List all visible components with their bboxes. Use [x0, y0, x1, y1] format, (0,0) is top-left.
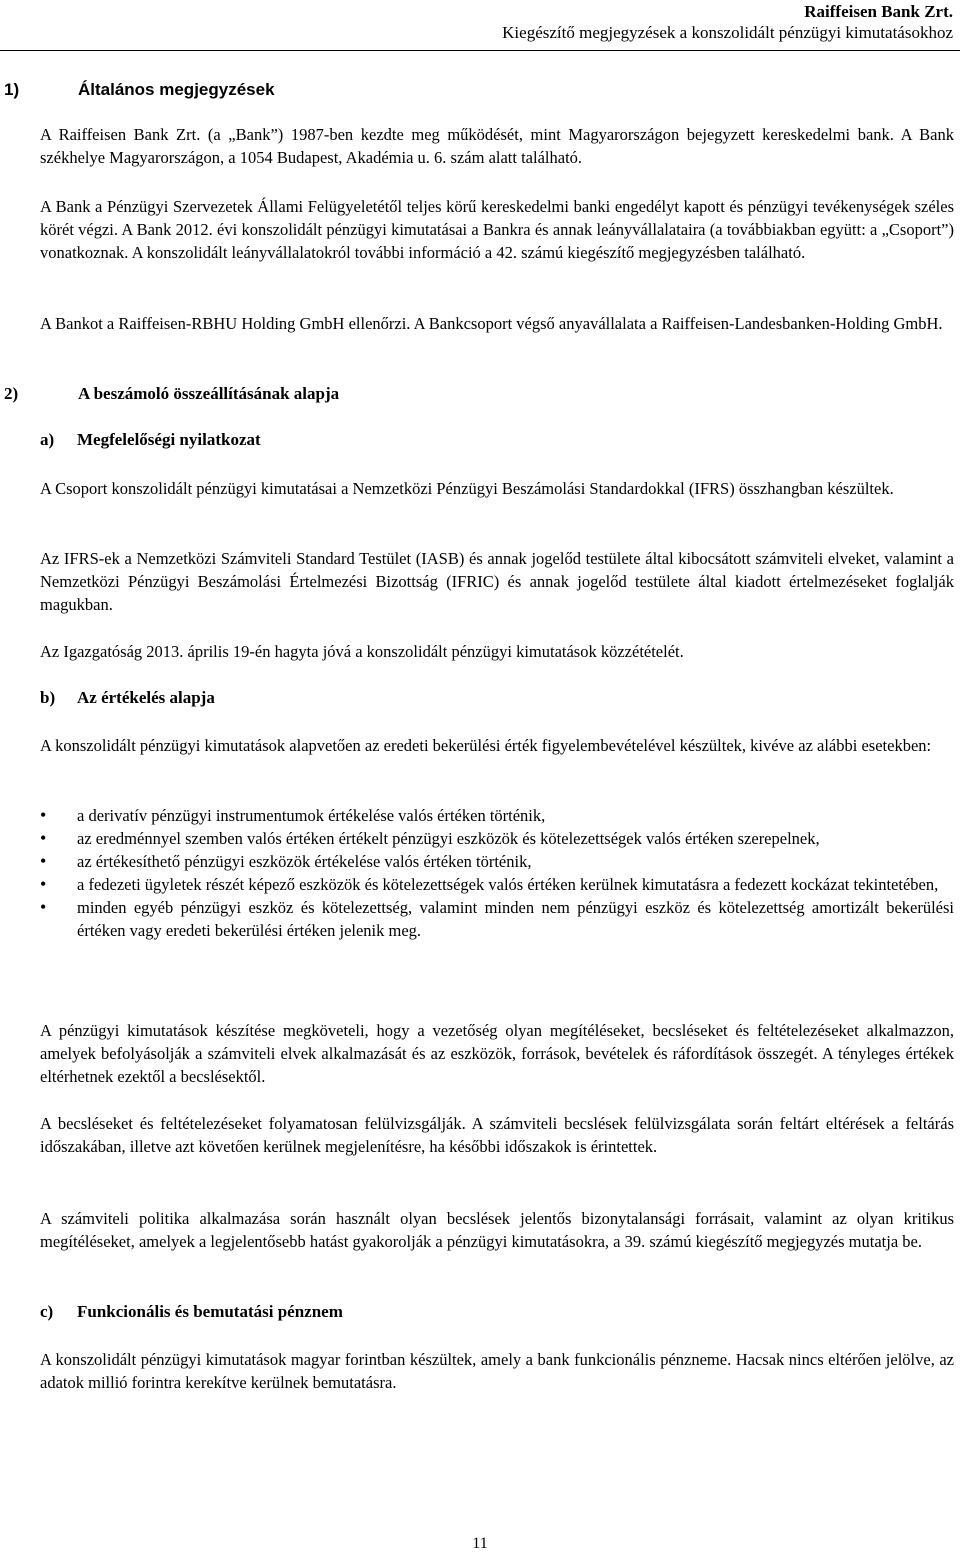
valuation-bullet-list — [40, 804, 954, 942]
list-item: • a fedezeti ügyletek részét képező eszközök és kötelezettségek valós értéken kerülnek kimutatásra a fedezett kockázat tekintetében, — [40, 873, 954, 896]
running-header — [502, 2, 953, 44]
list-item: • a derivatív pénzügyi instrumentumok értékelése valós értéken történik, — [40, 804, 954, 827]
section-1-heading — [4, 79, 275, 101]
subsection-b-title: Az értékelés alapja — [77, 688, 215, 707]
section-1-number: 1) — [4, 80, 20, 99]
list-item: • az eredménnyel szemben valós értéken értékelt pénzügyi eszközök és kötelezettségek valós értéken szerepelnek, — [40, 827, 954, 850]
subsection-b-heading — [4, 687, 215, 709]
subsection-b-paragraph-1: A konszolidált pénzügyi kimutatások alapvetően az eredeti bekerülési érték figyelembevételével készültek, kivéve az alábbi esetekben: — [40, 736, 932, 755]
section-1-paragraph-1: A Raiffeisen Bank Zrt. (a „Bank”) 1987-ben kezdte meg működését, mint Magyarországon bejegyzett kereskedelmi bank. A Bank székhelye Magyarországon, a 1054 Budapest, Akadémia u. 6. szám alatt található. — [40, 125, 954, 167]
subsection-b-paragraph-2: A pénzügyi kimutatások készítése megköveteli, hogy a vezetőség olyan megítéléseket, becsléseket és feltételezéseket alkalmazzon, amelyek befolyásolják a számviteli elvek alkalmazását és az eszközök, források, bevételek és ráfordítások összegét. A tényleges értékek eltérhetnek ezektől a becslésektől. — [40, 1021, 954, 1086]
subsection-a-paragraph-3: Az Igazgatóság 2013. április 19-én hagyta jóvá a konszolidált pénzügyi kimutatások közzétételét. — [40, 642, 684, 661]
subsection-c-number: c) — [40, 1302, 54, 1321]
header-rule — [0, 50, 960, 51]
section-1-paragraph-3: A Bankot a Raiffeisen-RBHU Holding GmbH ellenőrzi. A Bankcsoport végső anyavállalata a Raiffeisen-Landesbanken-Holding GmbH. — [40, 314, 943, 333]
subsection-a-heading — [4, 429, 261, 451]
subsection-c-paragraph-1: A konszolidált pénzügyi kimutatások magyar forintban készültek, amely a bank funkcionális pénzneme. Hacsak nincs eltérően jelölve, az adatok millió forintra kerekítve kerülnek bemutatásra. — [40, 1350, 954, 1392]
section-1-title: Általános megjegyzések — [78, 80, 275, 99]
subsection-a-title: Megfelelőségi nyilatkozat — [77, 430, 261, 449]
subsection-a-paragraph-1: A Csoport konszolidált pénzügyi kimutatásai a Nemzetközi Pénzügyi Beszámolási Standardokkal (IFRS) összhangban készültek. — [40, 479, 894, 498]
list-item: • az értékesíthető pénzügyi eszközök értékelése valós értéken történik, — [40, 850, 954, 873]
subsection-b-paragraph-3: A becsléseket és feltételezéseket folyamatosan felülvizsgálják. A számviteli becslések felülvizsgálata során feltárt eltérések a feltárás időszakában, illetve azt követően kerülnek megjelenítésre, ha későbbi időszakok is érintettek. — [40, 1114, 954, 1156]
section-2-number: 2) — [4, 384, 19, 403]
subsection-c-title: Funkcionális és bemutatási pénznem — [77, 1302, 343, 1321]
page-number: 11 — [472, 1535, 488, 1552]
section-2-heading — [4, 383, 339, 405]
section-1-paragraph-2: A Bank a Pénzügyi Szervezetek Állami Felügyeletétől teljes körű kereskedelmi banki engedélyt kapott és pénzügyi tevékenységek széles körét végzi. A Bank 2012. évi konszolidált pénzügyi kimutatásai a Bankra és annak leányvállalataira (a továbbiakban együtt: a „Csoport”) vonatkoznak. A konszolidált leányvállalatokról további információ a 42. számú kiegészítő megjegyzésben található. — [40, 197, 954, 262]
header-company: Raiffeisen Bank Zrt. — [804, 2, 953, 21]
list-item: • minden egyéb pénzügyi eszköz és kötelezettség, valamint minden nem pénzügyi eszköz és kötelezettség amortizált bekerülési értéken vagy eredeti bekerülési értéken jelenik meg. — [40, 896, 954, 942]
header-subtitle: Kiegészítő megjegyzések a konszolidált pénzügyi kimutatásokhoz — [502, 23, 953, 42]
section-2-title: A beszámoló összeállításának alapja — [78, 384, 340, 403]
subsection-b-number: b) — [40, 688, 56, 707]
subsection-a-paragraph-2: Az IFRS-ek a Nemzetközi Számviteli Standard Testület (IASB) és annak jogelőd testülete által kibocsátott számviteli elveket, valamint a Nemzetközi Pénzügyi Beszámolási Értelmezési Bizottság (IFRIC) és annak jogelőd testülete által kiadott értelmezéseket foglalják magukban. — [40, 549, 954, 614]
subsection-a-number: a) — [40, 430, 55, 449]
subsection-b-paragraph-4: A számviteli politika alkalmazása során használt olyan becslések jelentős bizonytalansági forrásait, valamint az olyan kritikus megítéléseket, amelyek a legjelentősebb hatást gyakorolják a pénzügyi kimutatásokra, a 39. számú kiegészítő megjegyzés mutatja be. — [40, 1209, 954, 1251]
subsection-c-heading — [4, 1301, 343, 1323]
